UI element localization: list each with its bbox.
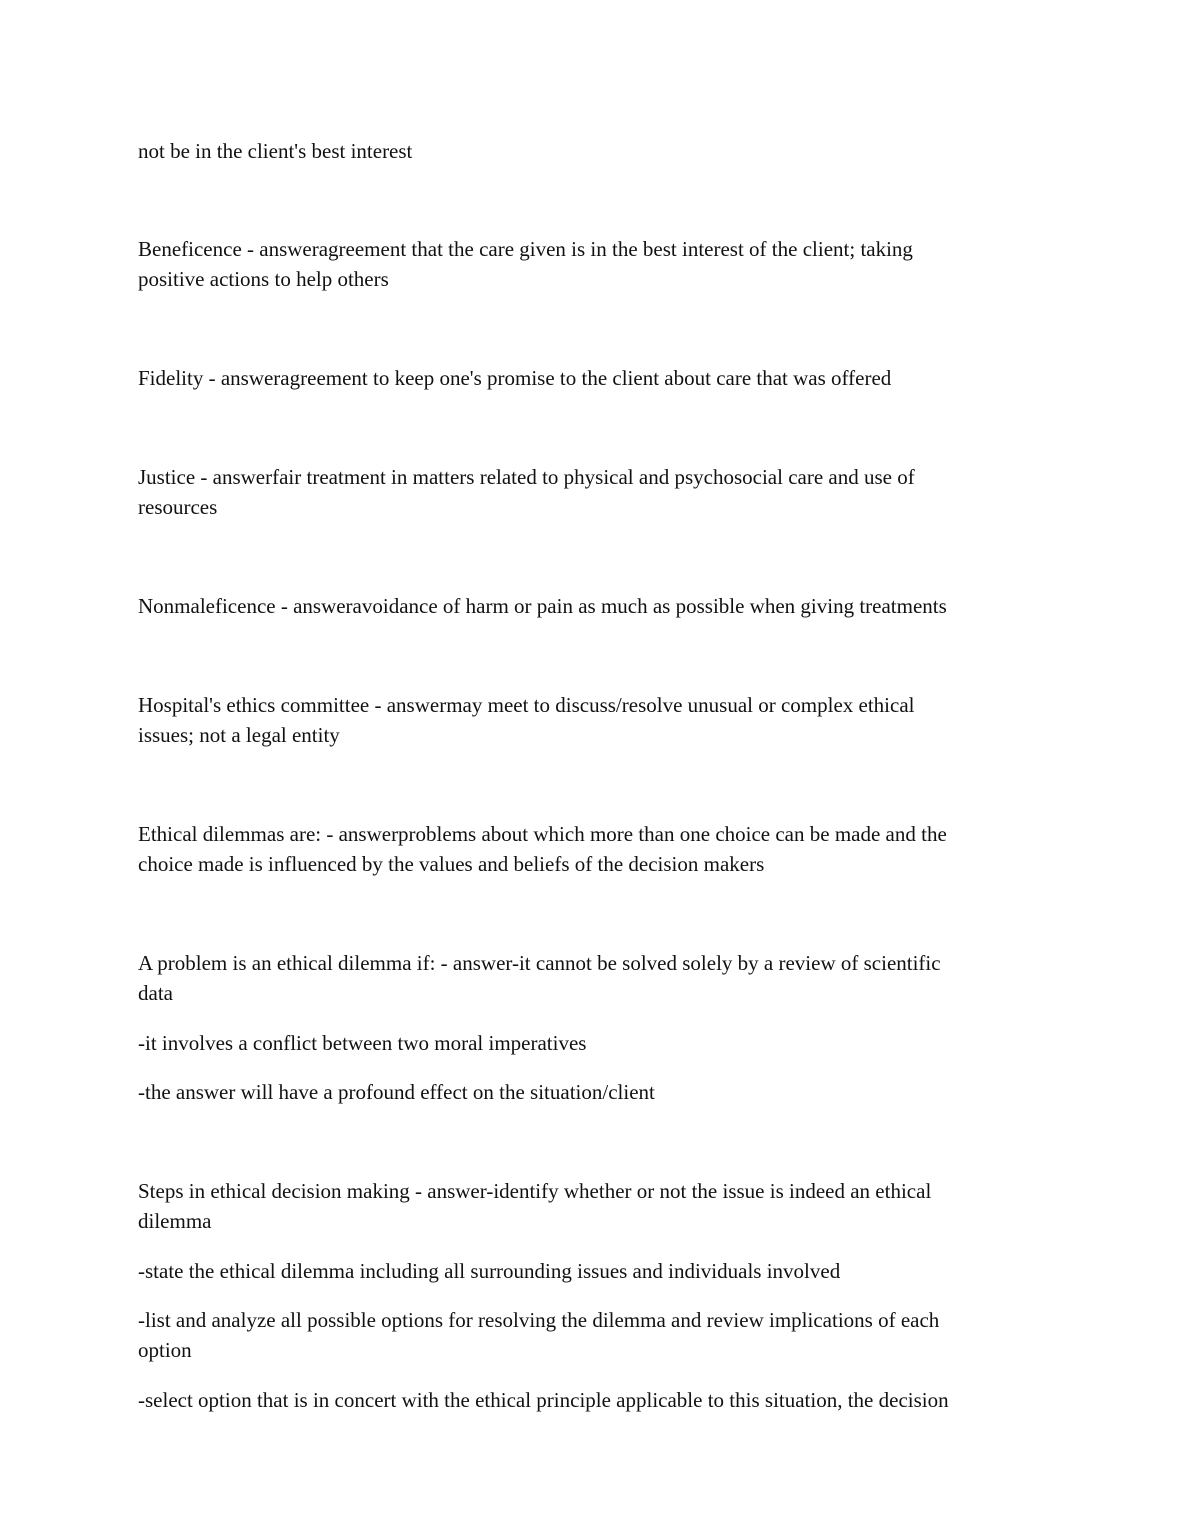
text-line: positive actions to help others [138, 267, 389, 291]
text-line: data [138, 981, 173, 1005]
text-line: -select option that is in concert with the ethical principle applicable to this situation, the decision [138, 1388, 949, 1412]
text-line: option [138, 1338, 192, 1362]
text-line: choice made is influenced by the values and beliefs of the decision makers [138, 852, 765, 876]
text-line: Beneficence - answeragreement that the care given is in the best interest of the client; taking [138, 237, 913, 261]
text-line: dilemma [138, 1209, 212, 1233]
text-line: Hospital's ethics committee - answermay meet to discuss/resolve unusual or complex ethical [138, 693, 915, 717]
text-line: -state the ethical dilemma including all surrounding issues and individuals involved [138, 1259, 841, 1283]
text-line: Steps in ethical decision making - answer-identify whether or not the issue is indeed an ethical [138, 1179, 932, 1203]
text-line: A problem is an ethical dilemma if: - answer-it cannot be solved solely by a review of scientific [138, 951, 941, 975]
text-line: Ethical dilemmas are: - answerproblems about which more than one choice can be made and the [138, 822, 947, 846]
text-line: resources [138, 495, 218, 519]
text-line: Fidelity - answeragreement to keep one's promise to the client about care that was offered [138, 366, 892, 390]
text-line: -it involves a conflict between two moral imperatives [138, 1031, 587, 1055]
text-line: Nonmaleficence - answeravoidance of harm or pain as much as possible when giving treatments [138, 594, 947, 618]
text-line: not be in the client's best interest [138, 139, 413, 163]
text-line: issues; not a legal entity [138, 723, 340, 747]
text-line: Justice - answerfair treatment in matters related to physical and psychosocial care and use of [138, 465, 915, 489]
text-line: -the answer will have a profound effect on the situation/client [138, 1080, 655, 1104]
text-line: -list and analyze all possible options for resolving the dilemma and review implications of each [138, 1308, 940, 1332]
